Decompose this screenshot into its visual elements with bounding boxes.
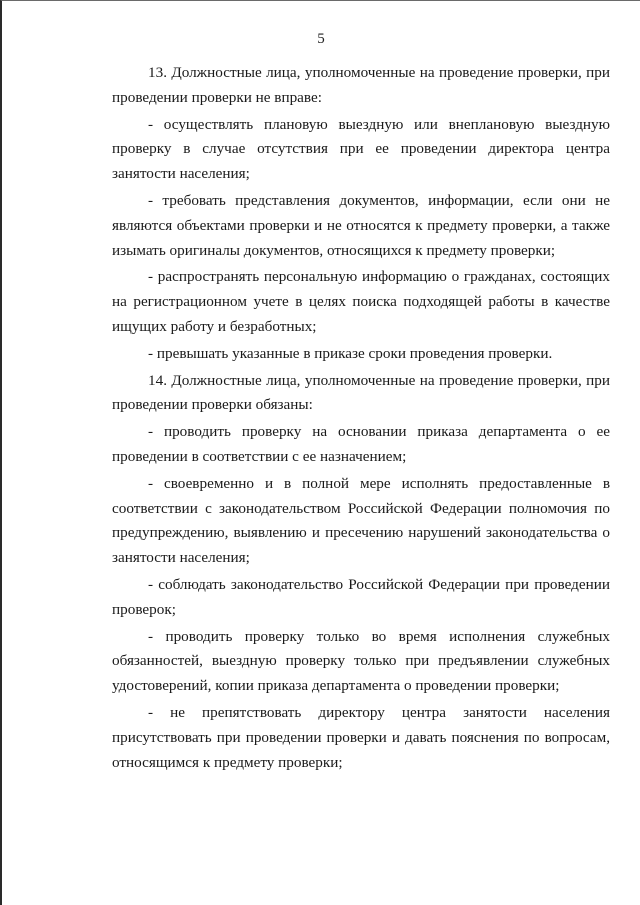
paragraph-13-intro: 13. Должностные лица, уполномоченные на проведение проверки, при проведении проверки не вправе: [112, 64, 610, 106]
paragraph-13-item-4: - превышать указанные в приказе сроки проведения проверки. [148, 344, 553, 362]
paragraph-14-item-3: - соблюдать законодательство Российской Федерации при проведении проверок; [112, 575, 610, 618]
paragraph-14-intro: 14. Должностные лица, уполномоченные на проведение проверки, при проведении проверки обязаны: [112, 371, 610, 414]
paragraph-13-item-1: - осуществлять плановую выездную или внеплановую выездную проверку в случае отсутствия при ее проведении директора центра занятости населения; [112, 115, 610, 183]
paragraph-14-item-2: - своевременно и в полной мере исполнять предоставленные в соответствии с законодательством Российской Федерации полномочия по предупреждению, выявлению и пресечению нарушений законодательства о занятости населения; [112, 474, 610, 567]
paragraph-14-item-1: - проводить проверку на основании приказа департамента о ее проведении в соответствии с ее назначением; [112, 423, 610, 465]
page-number: 5 [317, 31, 325, 47]
paragraph-13-item-3: - распространять персональную информацию о гражданах, состоящих на регистрационном учете в целях поиска подходящей работы в качестве ищущих работу и безработных; [112, 268, 610, 335]
paragraph-13-item-2: - требовать представления документов, информации, если они не являются объектами проверки и не относятся к предмету проверки, а также изымать оригиналы документов, относящихся к предмету проверки; [112, 191, 610, 259]
document-body [112, 61, 610, 777]
paragraph-14-item-5: - не препятствовать директору центра занятости населения присутствовать при проведении проверки и давать пояснения по вопросам, относящимся к предмету проверки; [112, 703, 610, 771]
paragraph-14-item-4: - проводить проверку только во время исполнения служебных обязанностей, выездную проверку только при предъявлении служебных удостоверений, копии приказа департамента о проведении проверки; [112, 627, 610, 695]
